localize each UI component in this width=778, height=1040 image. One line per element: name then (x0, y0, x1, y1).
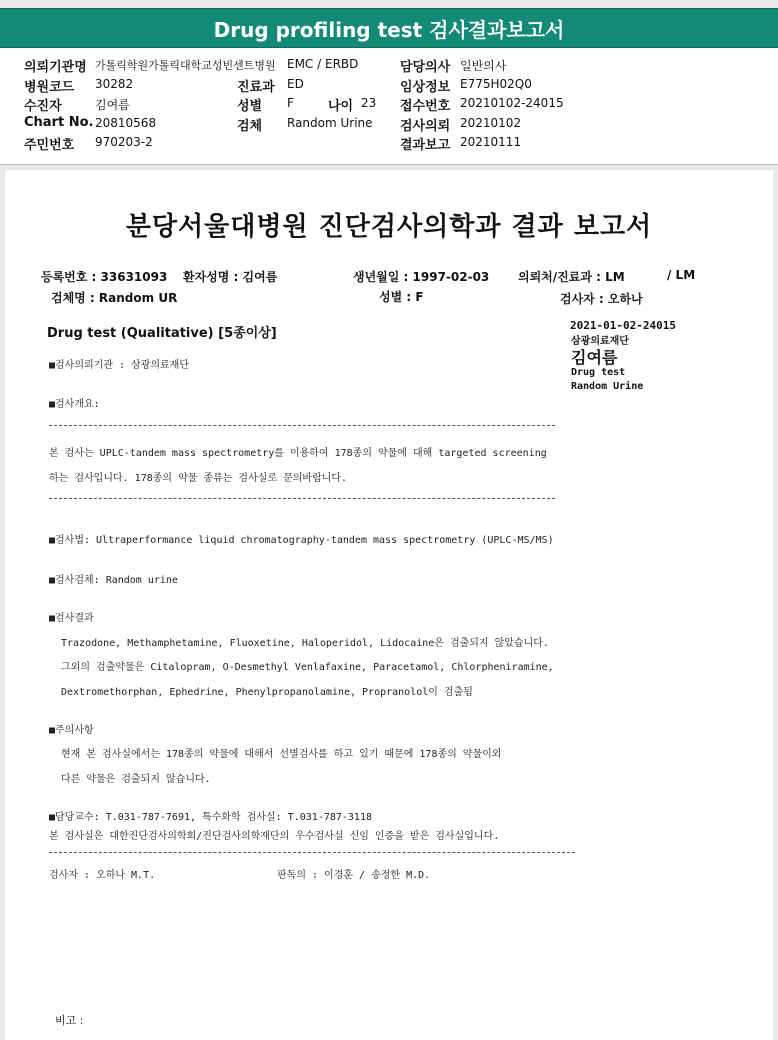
report-label: 결과보고 (400, 138, 451, 153)
referring-dept-2: / LM (667, 268, 696, 282)
certification-line: 본 검사실은 대한진단검사의학회/진단검사의학재단의 우수검사실 신임 인증을 받은 검사실입니다. (49, 831, 500, 842)
chart-label: Chart No. (24, 115, 94, 130)
specimen-name: 검체명 : Random UR (51, 291, 178, 305)
divider (49, 498, 555, 499)
code-label: 병원코드 (24, 80, 75, 95)
sex-label: 성별 (237, 99, 263, 114)
clinical-value: E775H02Q0 (460, 77, 532, 91)
contact-line: ■담당교수: T.031-787-7691, 특수화학 검사실: T.031-787-3118 (49, 812, 372, 823)
result-heading: ■검사결과 (49, 613, 94, 624)
hospital-label: 의뢰기관명 (24, 60, 87, 75)
overview-heading: ■검사개요: (49, 399, 100, 410)
birth-date: 생년월일 : 1997-02-03 (353, 270, 490, 284)
notes-line-2: 다른 약물은 검출되지 않습니다. (61, 774, 211, 785)
institution-line: ■검사의뢰기관 : 삼광의료재단 (49, 360, 190, 371)
rrn-value: 970203-2 (95, 135, 153, 149)
chart-value: 20810568 (95, 116, 157, 130)
report-value: 20210111 (460, 135, 522, 149)
method-line: ■검사법: Ultraperformance liquid chromatography-tandem mass spectrometry (UPLC-MS/MS) (49, 535, 554, 546)
result-line-2: 그외의 검출약물은 Citalopram, O-Desmethyl Venlafaxine, Paracetamol, Chlorpheniramine, (61, 662, 554, 673)
notes-heading: ■주의사항 (49, 725, 94, 736)
receipt-value: 20210102-24015 (460, 96, 564, 110)
patient-label: 수진자 (24, 99, 62, 114)
doctor-label: 담당의사 (400, 60, 451, 75)
stamp-test-name: Drug test (571, 367, 626, 378)
overview-line-2: 하는 검사입니다. 178종의 약물 종류는 검사실로 문의바랍니다. (49, 473, 348, 484)
specimen-value: Random Urine (287, 116, 373, 130)
stamp-receipt-number: 2021-01-02-24015 (570, 319, 676, 332)
patient-name: 환자성명 : 김여름 (183, 270, 278, 284)
referring-dept: 의뢰처/진료과 : LM (518, 270, 625, 284)
rrn-label: 주민번호 (24, 138, 75, 153)
examiner-signature: 검사자 : 오하나 M.T. (49, 870, 156, 881)
registration-number: 등록번호 : 33631093 (41, 270, 168, 284)
age-label: 나이 (328, 99, 354, 114)
header-title: Drug profiling test 검사결과보고서 (213, 17, 565, 42)
examiner-name: 검사자 : 오하나 (560, 292, 643, 306)
stamp-specimen: Random Urine (571, 381, 644, 392)
patient-sex: 성별 : F (379, 290, 424, 304)
patient-info-panel (0, 48, 778, 165)
dept-label: 진료과 (237, 80, 275, 95)
stamp-lab-name: 삼광의료재단 (571, 336, 629, 347)
specimen-line: ■검사검체: Random urine (49, 575, 178, 586)
dept2-value: ED (287, 77, 304, 91)
sex-value: F (287, 96, 294, 110)
notes-line-1: 현재 본 검사실에서는 178종의 약물에 대해서 선별검사를 하고 있기 때문에 178종의 약물이외 (61, 749, 502, 760)
clinical-label: 임상정보 (400, 80, 451, 95)
code-value: 30282 (95, 77, 134, 91)
hospital-value: 가톨릭학원가톨릭대학교성빈센트병원 (95, 59, 276, 72)
age-value: 23 (361, 96, 377, 110)
divider (49, 425, 555, 426)
request-value: 20210102 (460, 116, 522, 130)
report-title-bar (0, 8, 778, 48)
doctor-value: 일반의사 (460, 59, 507, 73)
patient-value: 김여름 (95, 98, 130, 112)
report-title: 분당서울대병원 진단검사의학과 결과 보고서 (125, 212, 653, 242)
overview-line-1: 본 검사는 UPLC-tandem mass spectrometry를 이용하여 178종의 약물에 대해 targeted screening (49, 448, 547, 459)
specimen-label: 검체 (237, 119, 263, 134)
divider (49, 852, 575, 853)
remarks-label: 비고 : (55, 1014, 84, 1027)
report-document (5, 170, 773, 1040)
result-line-1: Trazodone, Methamphetamine, Fluoxetine, Haloperidol, Lidocaine은 검출되지 않았습니다. (61, 638, 549, 649)
stamp-patient-name: 김여름 (571, 348, 618, 367)
test-name: Drug test (Qualitative) [5종이상] (47, 326, 277, 341)
request-label: 검사의뢰 (400, 119, 451, 134)
dept-value: EMC / ERBD (287, 57, 359, 71)
result-line-3: Dextromethorphan, Ephedrine, Phenylpropanolamine, Propranolol이 검출됨 (61, 687, 473, 698)
receipt-label: 접수번호 (400, 99, 451, 114)
reader-signature: 판독의 : 이경훈 / 송정한 M.D. (277, 870, 431, 881)
